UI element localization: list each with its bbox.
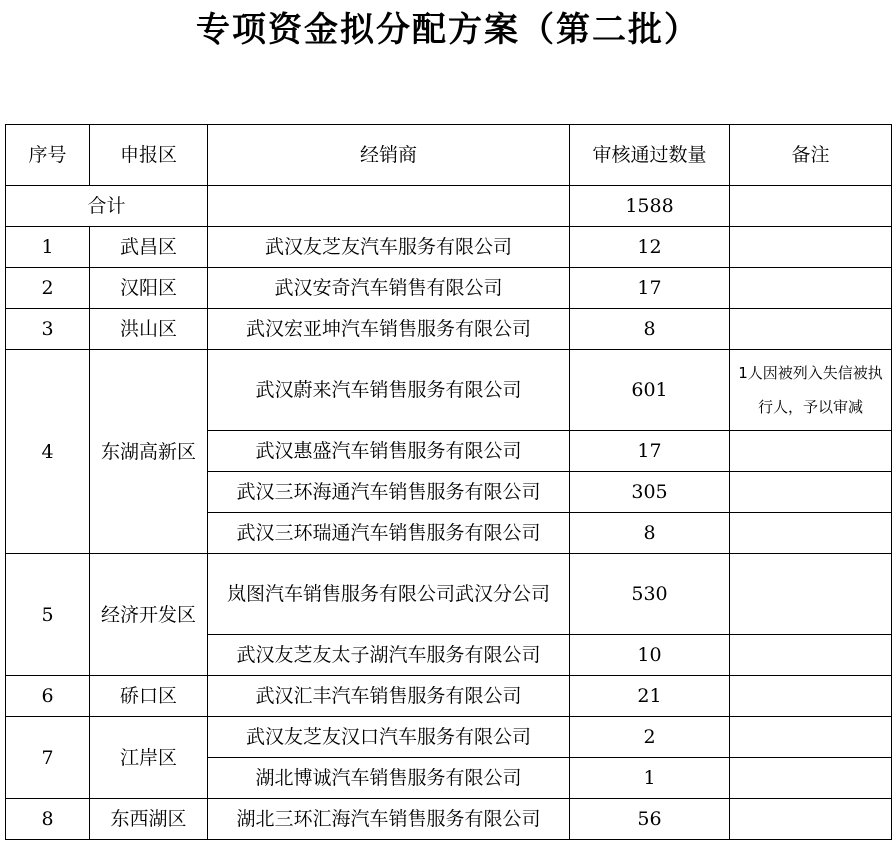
- note-cell: 1人因被列入失信被执行人，予以审减: [730, 350, 892, 431]
- total-dealer-cell: [208, 186, 570, 227]
- count-cell: 305: [570, 472, 730, 513]
- count-cell: 2: [570, 717, 730, 758]
- seq-cell: 8: [6, 799, 90, 840]
- table-row: [6, 268, 892, 309]
- table-row: [6, 676, 892, 717]
- dealer-cell: 岚图汽车销售服务有限公司武汉分公司: [208, 554, 570, 635]
- page-title: 专项资金拟分配方案（第二批）: [196, 10, 700, 50]
- header-district: 申报区: [90, 125, 208, 186]
- count-cell: 8: [570, 513, 730, 554]
- seq-cell: 4: [6, 350, 90, 554]
- dealer-cell: 湖北三环汇海汽车销售服务有限公司: [208, 799, 570, 840]
- note-cell: [730, 472, 892, 513]
- table-row: [6, 227, 892, 268]
- count-cell: 56: [570, 799, 730, 840]
- note-cell: [730, 799, 892, 840]
- count-cell: 21: [570, 676, 730, 717]
- dealer-cell: 武汉友芝友汉口汽车服务有限公司: [208, 717, 570, 758]
- seq-cell: 3: [6, 309, 90, 350]
- dealer-cell: 武汉友芝友汽车服务有限公司: [208, 227, 570, 268]
- table-row: [6, 309, 892, 350]
- count-cell: 8: [570, 309, 730, 350]
- note-cell: [730, 717, 892, 758]
- table-row: [6, 717, 892, 758]
- seq-cell: 1: [6, 227, 90, 268]
- count-cell: 17: [570, 431, 730, 472]
- district-cell: 东西湖区: [90, 799, 208, 840]
- dealer-cell: 武汉三环海通汽车销售服务有限公司: [208, 472, 570, 513]
- dealer-cell: 武汉三环瑞通汽车销售服务有限公司: [208, 513, 570, 554]
- note-cell: [730, 513, 892, 554]
- table-row: [6, 554, 892, 635]
- seq-cell: 6: [6, 676, 90, 717]
- total-label: 合计: [6, 186, 208, 227]
- header-seq: 序号: [6, 125, 90, 186]
- dealer-cell: 武汉友芝友太子湖汽车服务有限公司: [208, 635, 570, 676]
- note-cell: [730, 676, 892, 717]
- total-note-cell: [730, 186, 892, 227]
- district-cell: 东湖高新区: [90, 350, 208, 554]
- district-cell: 洪山区: [90, 309, 208, 350]
- district-cell: 硚口区: [90, 676, 208, 717]
- dealer-cell: 湖北博诚汽车销售服务有限公司: [208, 758, 570, 799]
- dealer-cell: 武汉惠盛汽车销售服务有限公司: [208, 431, 570, 472]
- header-approved: 审核通过数量: [570, 125, 730, 186]
- note-cell: [730, 635, 892, 676]
- header-row: [6, 125, 892, 186]
- note-cell: [730, 268, 892, 309]
- dealer-cell: 武汉蔚来汽车销售服务有限公司: [208, 350, 570, 431]
- dealer-cell: 武汉宏亚坤汽车销售服务有限公司: [208, 309, 570, 350]
- seq-cell: 7: [6, 717, 90, 799]
- dealer-cell: 武汉安奇汽车销售有限公司: [208, 268, 570, 309]
- allocation-table: [5, 124, 892, 840]
- note-cell: [730, 227, 892, 268]
- header-dealer: 经销商: [208, 125, 570, 186]
- count-cell: 10: [570, 635, 730, 676]
- header-note: 备注: [730, 125, 892, 186]
- total-row: [6, 186, 892, 227]
- count-cell: 12: [570, 227, 730, 268]
- district-cell: 经济开发区: [90, 554, 208, 676]
- district-cell: 汉阳区: [90, 268, 208, 309]
- note-cell: [730, 431, 892, 472]
- district-cell: 武昌区: [90, 227, 208, 268]
- seq-cell: 2: [6, 268, 90, 309]
- dealer-cell: 武汉汇丰汽车销售服务有限公司: [208, 676, 570, 717]
- count-cell: 1: [570, 758, 730, 799]
- table-row: [6, 350, 892, 431]
- note-cell: [730, 758, 892, 799]
- total-value: 1588: [570, 186, 730, 227]
- note-cell: [730, 554, 892, 635]
- seq-cell: 5: [6, 554, 90, 676]
- district-cell: 江岸区: [90, 717, 208, 799]
- table-row: [6, 799, 892, 840]
- count-cell: 601: [570, 350, 730, 431]
- count-cell: 17: [570, 268, 730, 309]
- count-cell: 530: [570, 554, 730, 635]
- note-cell: [730, 309, 892, 350]
